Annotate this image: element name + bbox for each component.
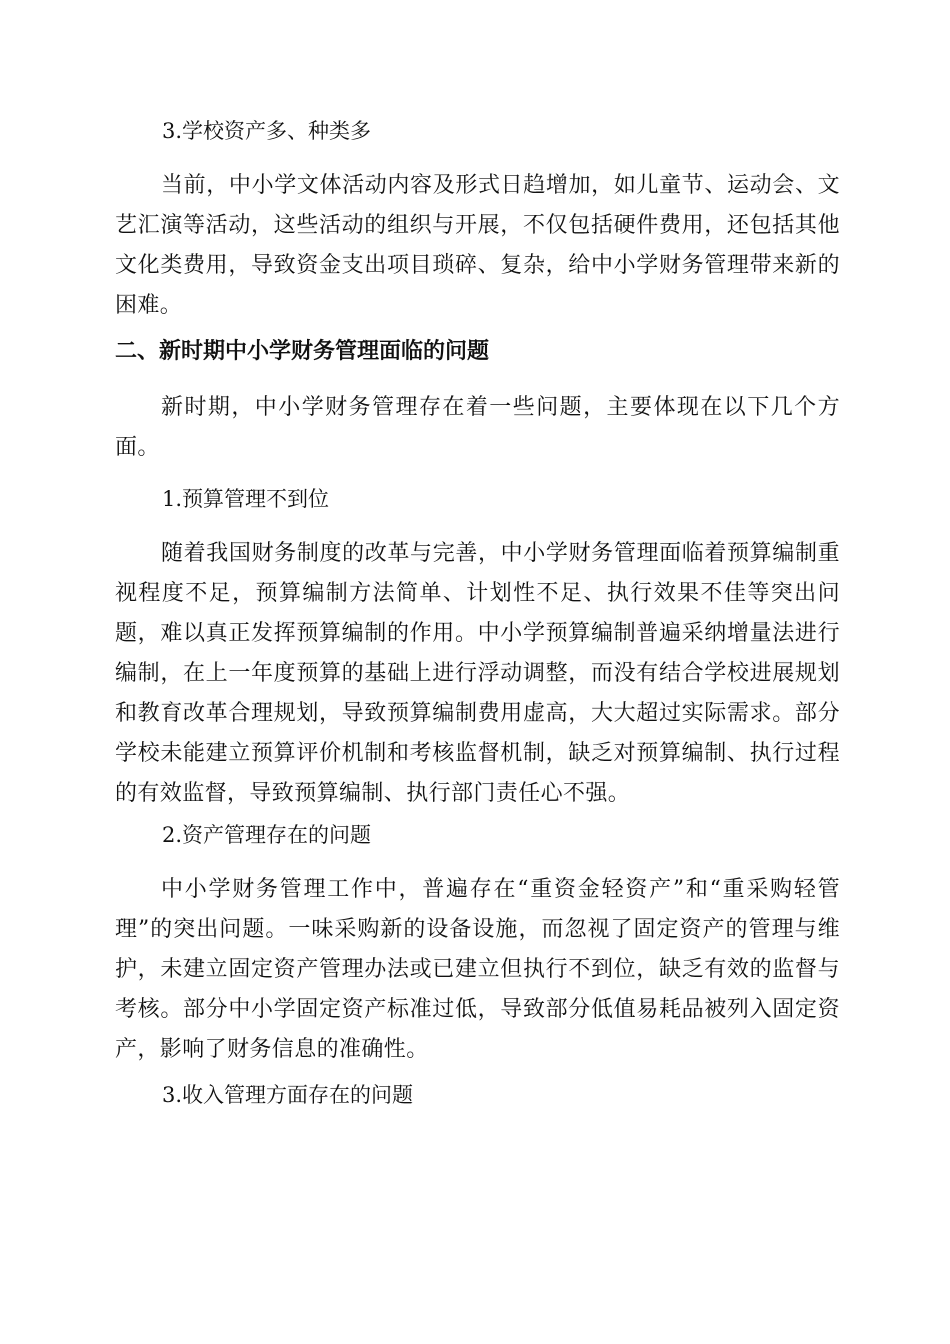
subheading-asset-management: 2.资产管理存在的问题 — [162, 823, 372, 847]
subheading-school-assets: 3.学校资产多、种类多 — [162, 119, 372, 143]
paragraph-activities: 当前，中小学文体活动内容及形式日趋增加，如儿童节、运动会、文艺汇演等活动，这些活动的组织与开展，不仅包括硬件费用，还包括其他文化类费用，导致资金支出项目琐碎、复杂，给中小学财务管理带来新的困难。 — [115, 173, 840, 318]
paragraph-asset-management: 中小学财务管理工作中，普遍存在“重资金轻资产”和“重采购轻管理”的突出问题。一味采购新的设备设施，而忽视了固定资产的管理与维护，未建立固定资产管理办法或已建立但执行不到位，缺乏有效的监督与考核。部分中小学固定资产标准过低，导致部分低值易耗品被列入固定资产，影响了财务信息的准确性。 — [115, 877, 840, 1062]
subheading-budget: 1.预算管理不到位 — [162, 487, 330, 511]
subheading-income: 3.收入管理方面存在的问题 — [162, 1083, 414, 1107]
paragraph-budget: 随着我国财务制度的改革与完善，中小学财务管理面临着预算编制重视程度不足，预算编制方法简单、计划性不足、执行效果不佳等突出问题，难以真正发挥预算编制的作用。中小学预算编制普遍采纳增量法进行编制，在上一年度预算的基础上进行浮动调整，而没有结合学校进展规划和教育改革合理规划，导致预算编制费用虚高，大大超过实际需求。部分学校未能建立预算评价机制和考核监督机制，缺乏对预算编制、执行过程的有效监督，导致预算编制、执行部门责任心不强。 — [115, 541, 840, 806]
paragraph-problems-intro: 新时期，中小学财务管理存在着一些问题，主要体现在以下几个方面。 — [115, 395, 840, 460]
section-heading-problems: 二、新时期中小学财务管理面临的问题 — [115, 339, 490, 364]
